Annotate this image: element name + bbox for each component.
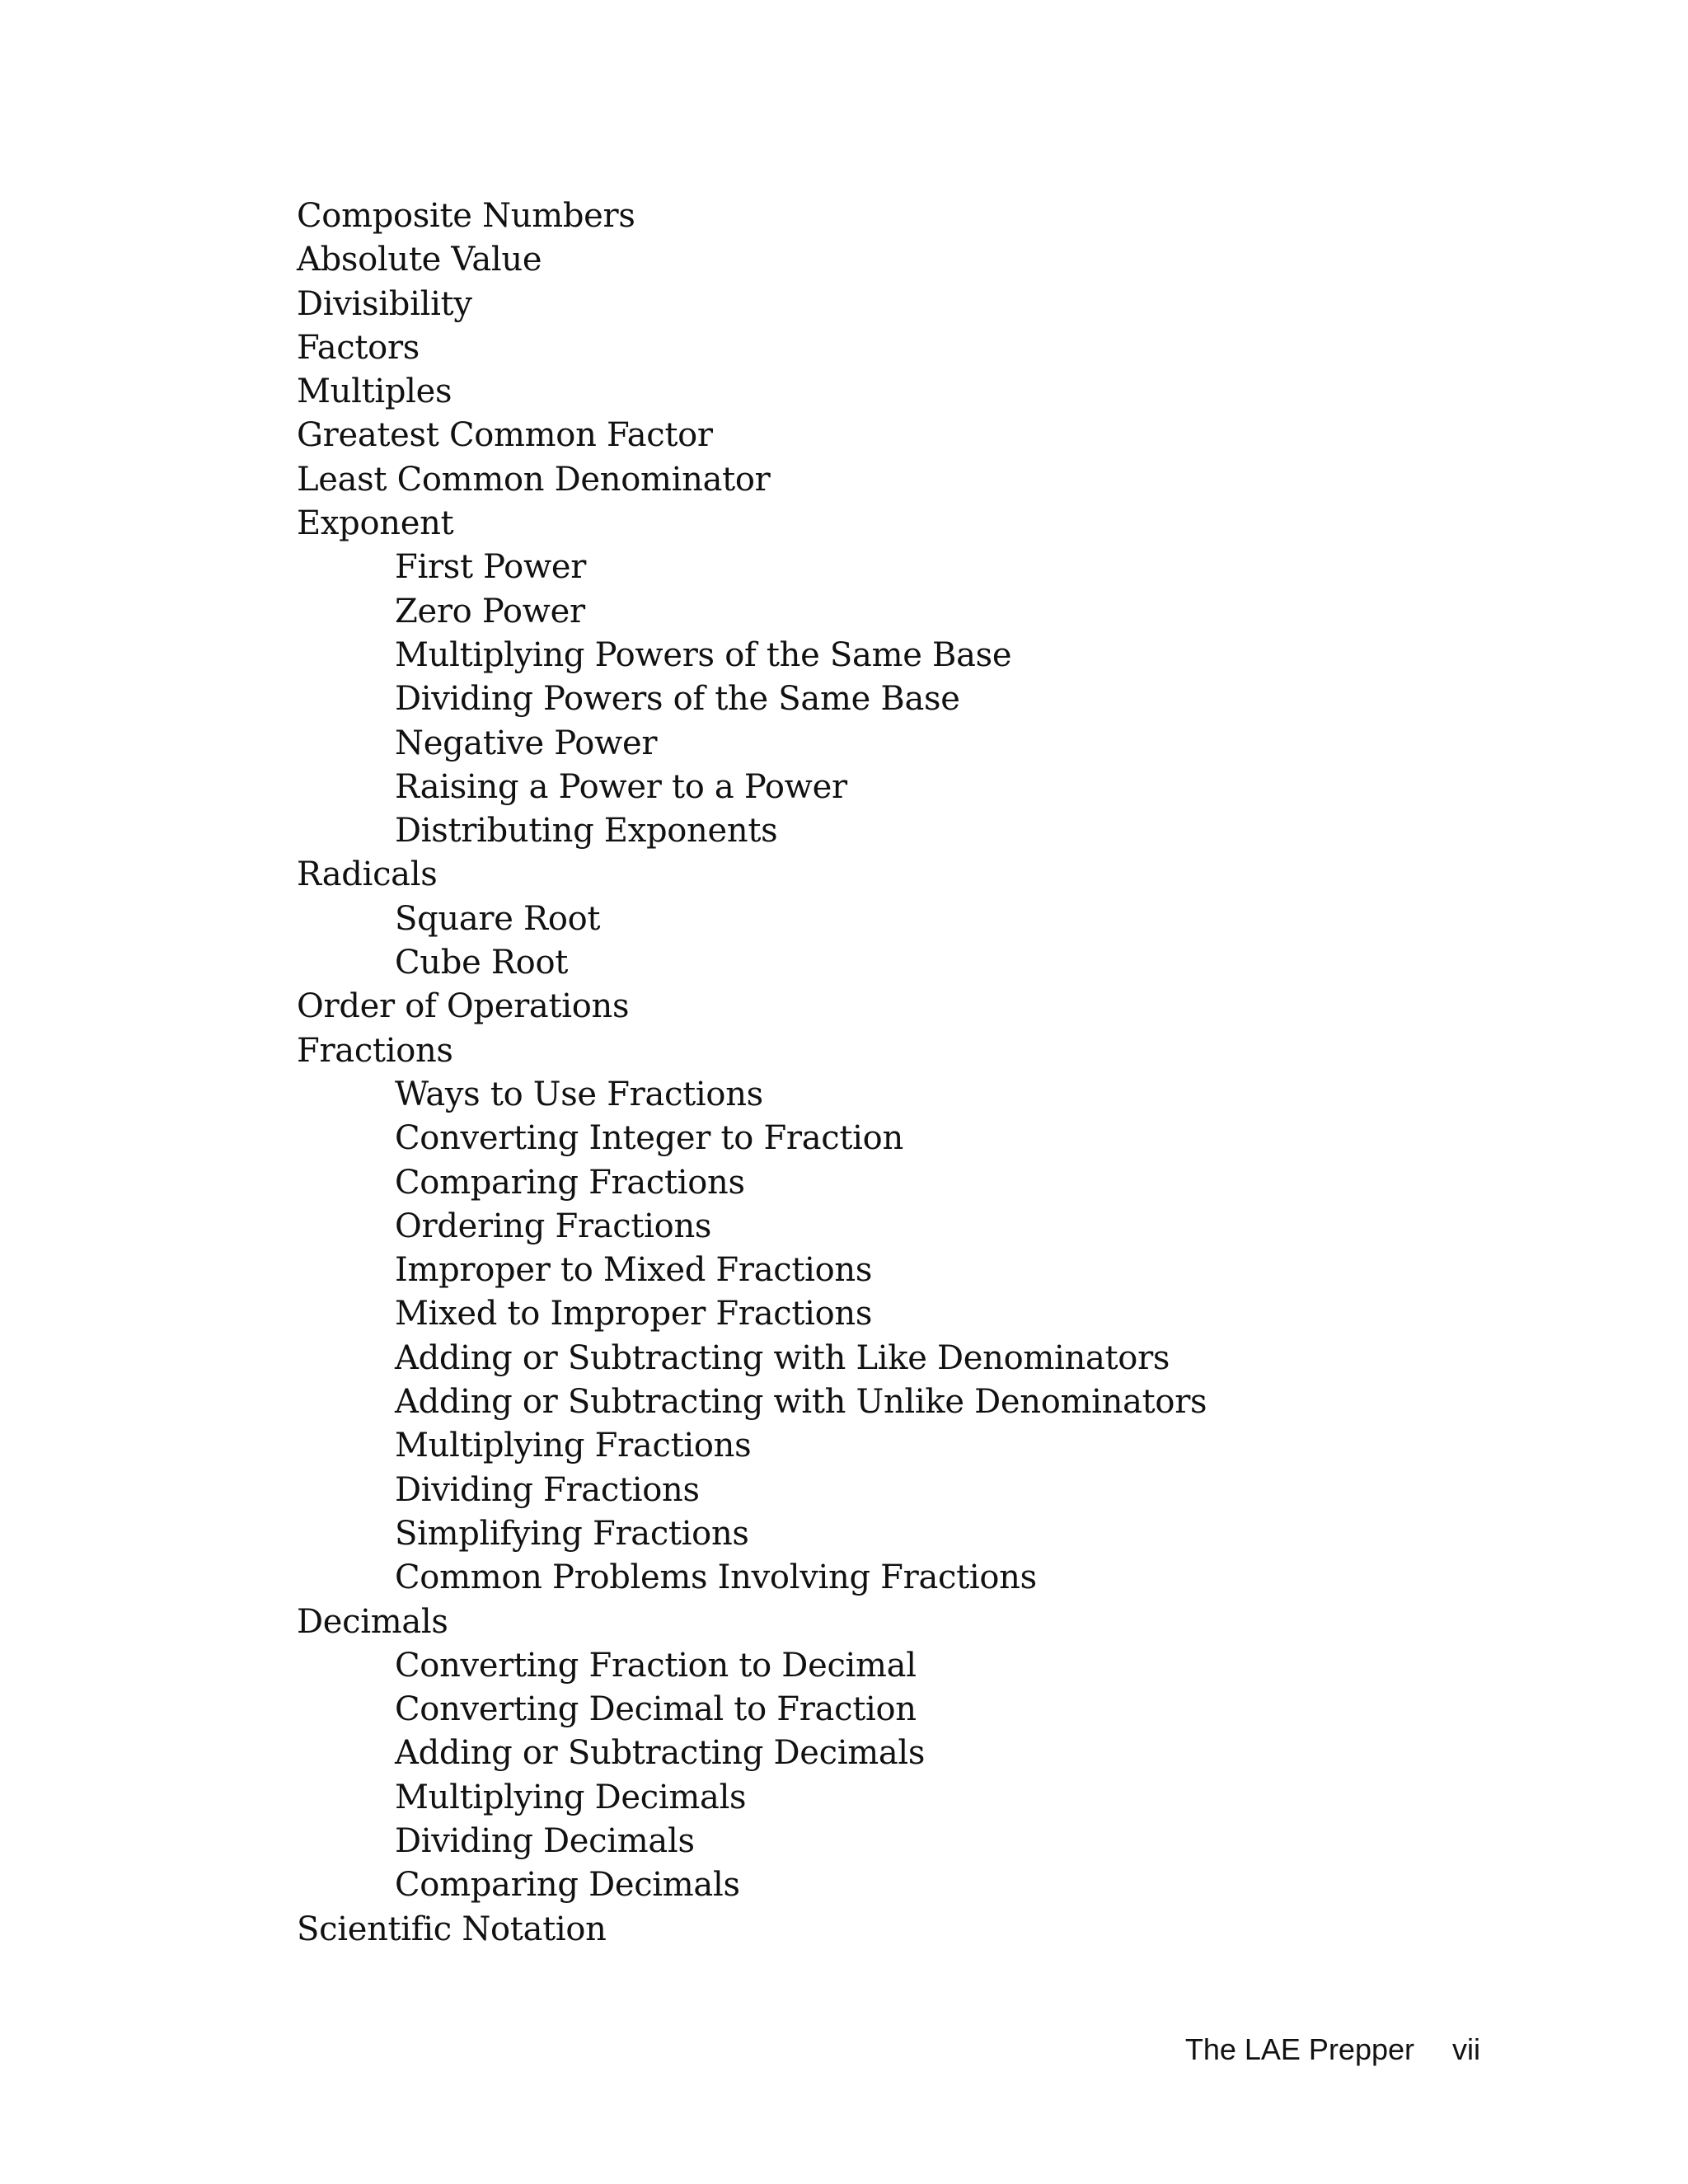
- toc-subentry: First Power: [395, 548, 587, 587]
- toc-subentry: Converting Integer to Fraction: [395, 1119, 903, 1158]
- toc-subentry: Negative Power: [395, 724, 658, 762]
- toc-subentry: Converting Decimal to Fraction: [395, 1690, 917, 1729]
- toc-subentry: Adding or Subtracting with Unlike Denominators: [395, 1383, 1207, 1422]
- table-of-contents: [297, 194, 1207, 1952]
- toc-subentry: Raising a Power to a Power: [395, 767, 847, 806]
- toc-entry: Exponent: [297, 504, 454, 543]
- toc-subentry: Ways to Use Fractions: [395, 1075, 763, 1113]
- toc-subentry: Comparing Fractions: [395, 1163, 745, 1202]
- toc-subentry: Ordering Fractions: [395, 1207, 712, 1245]
- toc-subentry: Multiplying Decimals: [395, 1778, 747, 1816]
- toc-subentry: Adding or Subtracting Decimals: [395, 1734, 926, 1773]
- toc-entry: Greatest Common Factor: [297, 416, 713, 455]
- page-footer: [1185, 2032, 1480, 2067]
- toc-entry: Factors: [297, 328, 420, 367]
- toc-entry: Multiples: [297, 373, 452, 411]
- toc-entry: Fractions: [297, 1031, 453, 1070]
- toc-entry: Decimals: [297, 1602, 448, 1641]
- toc-entry: Absolute Value: [297, 241, 542, 279]
- toc-subentry: Dividing Powers of the Same Base: [395, 680, 960, 719]
- footer-book-title: The LAE Prepper: [1184, 2032, 1414, 2066]
- toc-subentry: Square Root: [395, 899, 601, 938]
- toc-subentry: Distributing Exponents: [395, 812, 778, 851]
- toc-subentry: Converting Fraction to Decimal: [395, 1646, 917, 1685]
- toc-subentry: Dividing Fractions: [395, 1470, 700, 1509]
- toc-subentry: Comparing Decimals: [395, 1866, 740, 1905]
- toc-subentry: Dividing Decimals: [395, 1821, 695, 1860]
- toc-subentry: Common Problems Involving Fractions: [395, 1558, 1037, 1597]
- toc-entry: Order of Operations: [297, 987, 630, 1026]
- toc-subentry: Mixed to Improper Fractions: [395, 1295, 873, 1333]
- toc-entry: Scientific Notation: [297, 1910, 607, 1948]
- toc-subentry: Zero Power: [395, 592, 585, 630]
- toc-entry: Divisibility: [297, 284, 472, 323]
- toc-subentry: Simplifying Fractions: [395, 1514, 749, 1553]
- footer-page-number: vii: [1452, 2032, 1480, 2066]
- toc-subentry: Multiplying Powers of the Same Base: [395, 635, 1012, 674]
- toc-subentry: Cube Root: [395, 944, 569, 982]
- toc-subentry: Multiplying Fractions: [395, 1427, 752, 1465]
- toc-subentry: Adding or Subtracting with Like Denominators: [395, 1338, 1170, 1377]
- toc-subentry: Improper to Mixed Fractions: [395, 1251, 873, 1290]
- toc-entry: Radicals: [297, 855, 438, 894]
- toc-entry: Composite Numbers: [297, 197, 635, 235]
- toc-entry: Least Common Denominator: [297, 460, 771, 499]
